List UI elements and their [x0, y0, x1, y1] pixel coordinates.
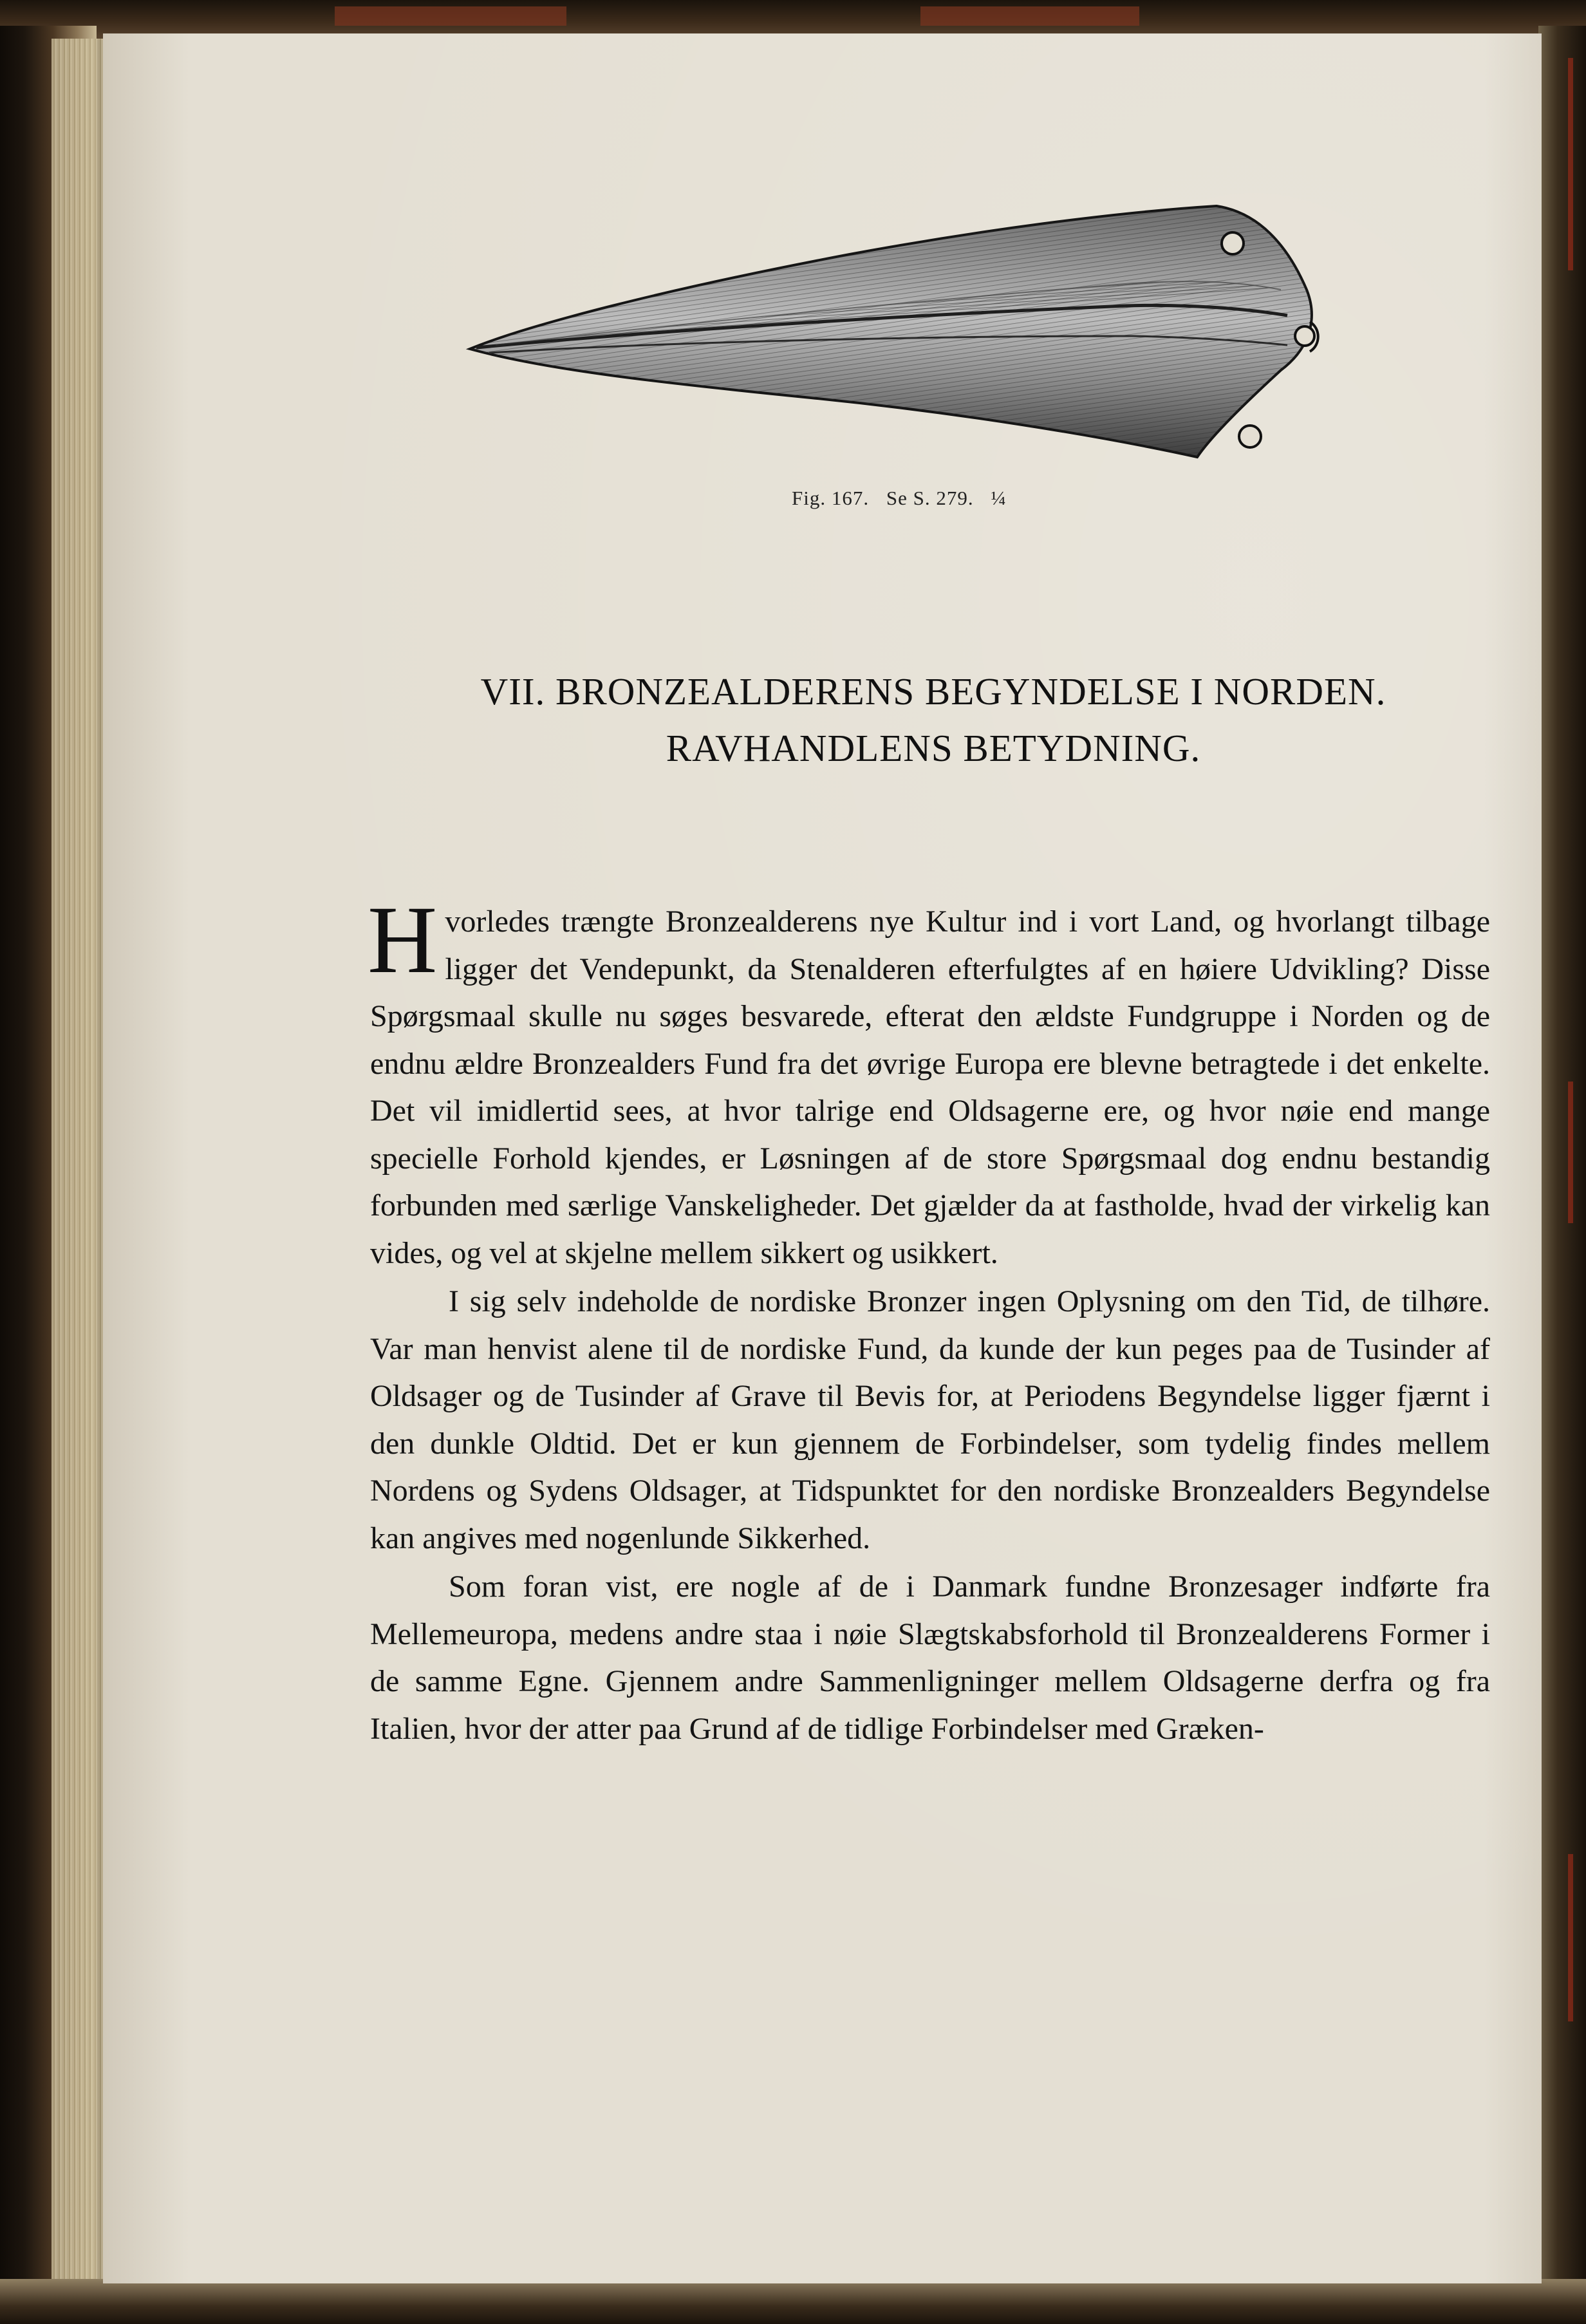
book-bottom-edge [0, 2279, 1586, 2324]
spearhead-illustration [451, 193, 1345, 470]
paragraph-1 [368, 886, 1490, 1277]
chapter-title: VII. BRONZEALDERENS BEGYNDELSE I NORDEN. [480, 670, 1386, 713]
paragraph-2: I sig selv indeholde de nordiske Bronzer ingen Oplysning om den Tid, de tilhøre. Var man henvist alene til de nordiske Fund, da kunde der kun peges paa de Tusinder af Oldsager og de Tusinder af Grave til Bevis for, at Periodens Begyndelse ligger fjærnt i den dunkle Oldtid. Det er kun gjennem de Forbindelser, som tydelig findes mellem Nordens og Sydens Oldsager, at Tidspunktet for den nordiske Bronzealders Begyndelse kan angives med nogenlunde Sikkerhed. [370, 1284, 1490, 1555]
page-stack-edge [51, 39, 109, 2305]
chapter-heading [360, 663, 1506, 776]
caption-reference: Se S. 279. [886, 487, 974, 509]
book-right-edge [1538, 26, 1586, 2324]
body-text [368, 886, 1490, 1752]
paragraph-1-text: vorledes trængte Bronzealderens nye Kultur ind i vort Land, og hvorlangt tilbage ligger det Vendepunkt, da Stenalderen efterfulgtes af en høiere Udvikling? Disse Spørgsmaal skulle nu søges besvarede, efterat den ældste Fundgruppe i Norden og de endnu ældre Bronzealders Fund fra det øvrige Europa ere blevne betragtede i det enkelte. Det vil imidlertid sees, at hvor talrige end Oldsagerne ere, og hvor nøie end mange specielle Forhold kjendes, er Løsningen af de store Spørgsmaal dog endnu bestandig forbunden med særlige Vanskeligheder. Det gjælder da at fastholde, hvad der virkelig kan vides, og vel at skjelne mellem sikkert og usikkert. [370, 904, 1490, 1270]
chapter-subtitle: RAVHANDLENS BETYDNING. [666, 727, 1201, 769]
cover-mark [1568, 1082, 1573, 1223]
cover-mark [1568, 1854, 1573, 2021]
drop-cap: H [368, 886, 438, 993]
spearhead-figure [451, 193, 1345, 470]
caption-scale: ¼ [991, 487, 1007, 509]
cover-mark [1568, 58, 1573, 270]
figure-caption [792, 487, 1114, 510]
paragraph-3: Som foran vist, ere nogle af de i Danmark fundne Bronzesager indførte fra Mellemeuropa, medens andre staa i nøie Slægtskabsforhold til Bronzealderens Former i de samme Egne. Gjennem andre Sammenligninger mellem Oldsagerne derfra og fra Italien, hvor der atter paa Grund af de tidlige Forbindelser med Græken- [370, 1570, 1490, 1746]
caption-figure-number: Fig. 167. [792, 487, 870, 509]
